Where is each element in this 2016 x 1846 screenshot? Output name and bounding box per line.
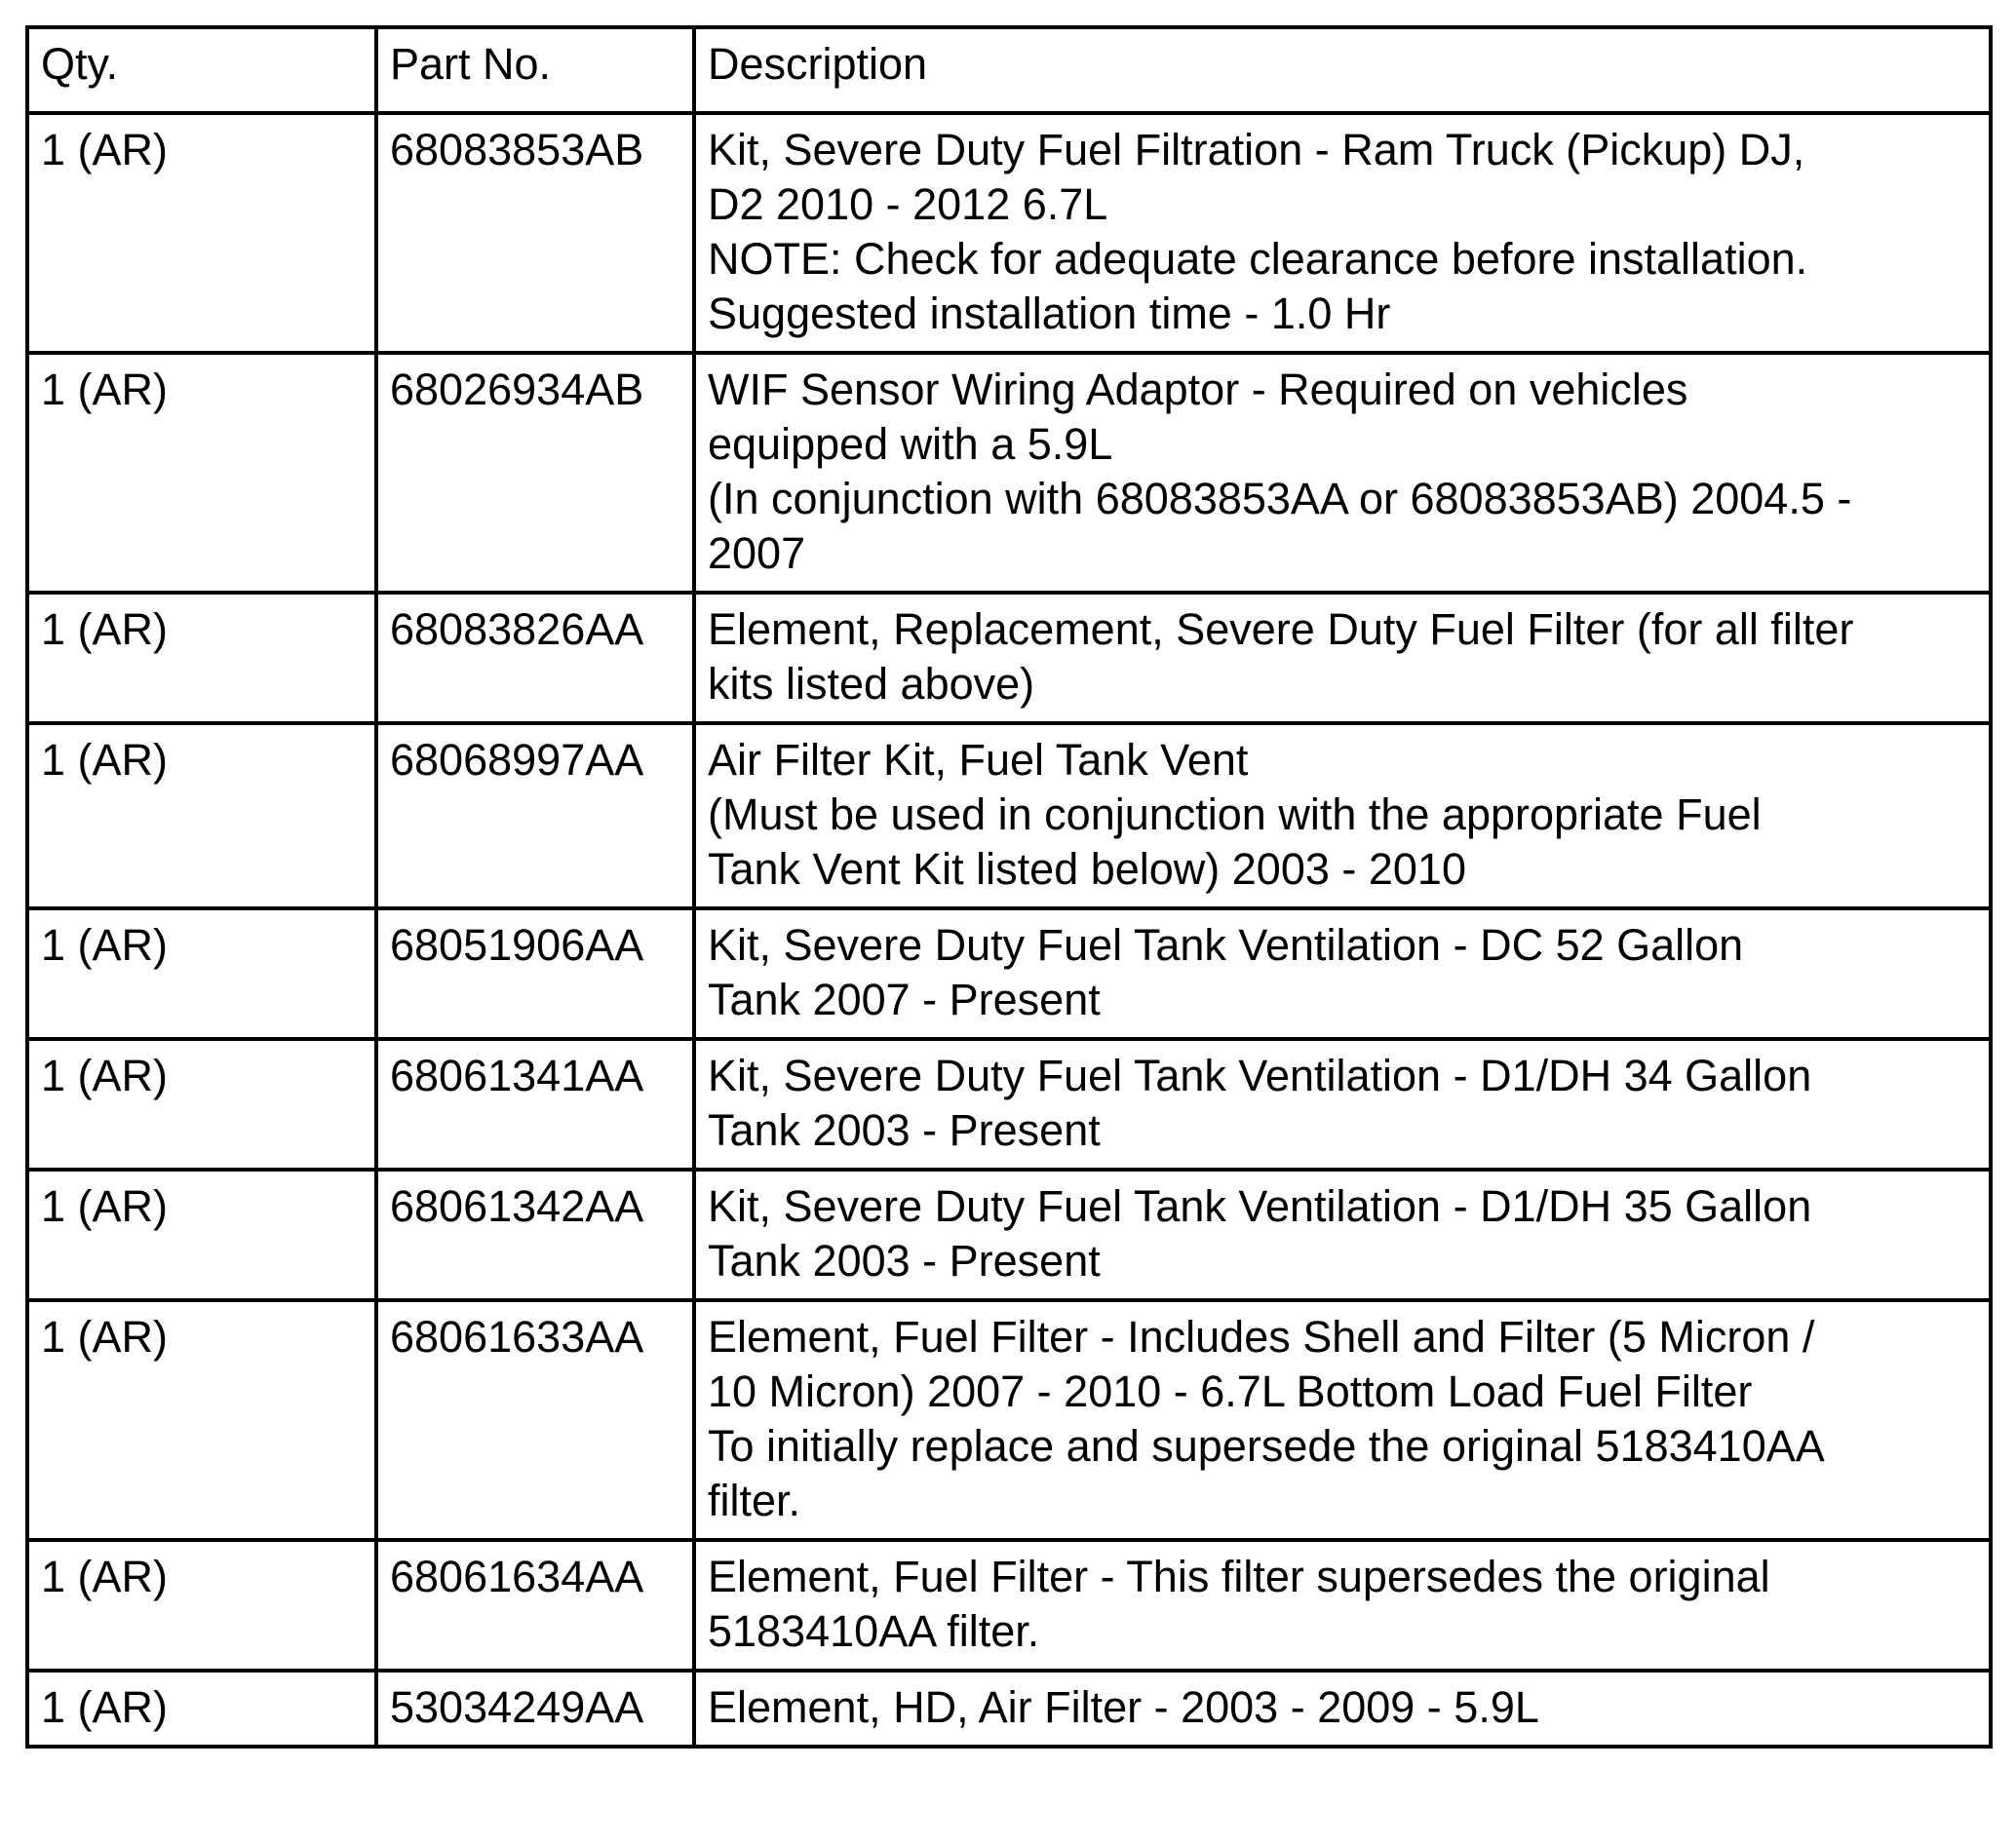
- part-no-cell: 68061633AA: [376, 1300, 694, 1540]
- table-row: [27, 1039, 1991, 1170]
- table-row: [27, 1540, 1991, 1671]
- description-cell: Element, HD, Air Filter - 2003 - 2009 - 5.9L: [694, 1671, 1991, 1747]
- description-cell: Element, Replacement, Severe Duty Fuel Filter (for all filter kits listed above): [694, 593, 1991, 723]
- table-row: [27, 1170, 1991, 1300]
- description-cell: Kit, Severe Duty Fuel Filtration - Ram Truck (Pickup) DJ, D2 2010 - 2012 6.7L NOTE: Check for adequate clearance before installation. Suggested installation time - 1.0 Hr: [694, 113, 1991, 353]
- part-no-cell: 68061634AA: [376, 1540, 694, 1671]
- header-description: Description: [694, 27, 1991, 113]
- header-qty: Qty.: [27, 27, 376, 113]
- description-cell: Element, Fuel Filter - Includes Shell and Filter (5 Micron / 10 Micron) 2007 - 2010 - 6.7L Bottom Load Fuel Filter To initially replace and supersede the original 5183410AA filter.: [694, 1300, 1991, 1540]
- header-row: [27, 27, 1991, 113]
- qty-cell: 1 (AR): [27, 1671, 376, 1747]
- table-row: [27, 723, 1991, 908]
- table-row: [27, 113, 1991, 353]
- qty-cell: 1 (AR): [27, 723, 376, 908]
- description-cell: Kit, Severe Duty Fuel Tank Ventilation - D1/DH 34 Gallon Tank 2003 - Present: [694, 1039, 1991, 1170]
- part-no-cell: 68068997AA: [376, 723, 694, 908]
- part-no-cell: 68083853AB: [376, 113, 694, 353]
- part-no-cell: 68083826AA: [376, 593, 694, 723]
- table-header: [27, 27, 1991, 113]
- table-row: [27, 908, 1991, 1039]
- qty-cell: 1 (AR): [27, 353, 376, 593]
- qty-cell: 1 (AR): [27, 1300, 376, 1540]
- part-no-cell: 53034249AA: [376, 1671, 694, 1747]
- description-cell: WIF Sensor Wiring Adaptor - Required on vehicles equipped with a 5.9L (In conjunction with 68083853AA or 68083853AB) 2004.5 - 2007: [694, 353, 1991, 593]
- qty-cell: 1 (AR): [27, 593, 376, 723]
- table-row: [27, 1300, 1991, 1540]
- qty-cell: 1 (AR): [27, 1170, 376, 1300]
- table-row: [27, 593, 1991, 723]
- parts-table: [25, 25, 1993, 1749]
- table-row: [27, 1671, 1991, 1747]
- table-row: [27, 353, 1991, 593]
- description-cell: Kit, Severe Duty Fuel Tank Ventilation - D1/DH 35 Gallon Tank 2003 - Present: [694, 1170, 1991, 1300]
- description-cell: Element, Fuel Filter - This filter supersedes the original 5183410AA filter.: [694, 1540, 1991, 1671]
- part-no-cell: 68061341AA: [376, 1039, 694, 1170]
- part-no-cell: 68026934AB: [376, 353, 694, 593]
- header-part-no: Part No.: [376, 27, 694, 113]
- table-body: [27, 113, 1991, 1747]
- description-cell: Kit, Severe Duty Fuel Tank Ventilation - DC 52 Gallon Tank 2007 - Present: [694, 908, 1991, 1039]
- qty-cell: 1 (AR): [27, 113, 376, 353]
- description-cell: Air Filter Kit, Fuel Tank Vent (Must be used in conjunction with the appropriate Fuel Tank Vent Kit listed below) 2003 - 2010: [694, 723, 1991, 908]
- qty-cell: 1 (AR): [27, 1540, 376, 1671]
- part-no-cell: 68061342AA: [376, 1170, 694, 1300]
- qty-cell: 1 (AR): [27, 1039, 376, 1170]
- part-no-cell: 68051906AA: [376, 908, 694, 1039]
- qty-cell: 1 (AR): [27, 908, 376, 1039]
